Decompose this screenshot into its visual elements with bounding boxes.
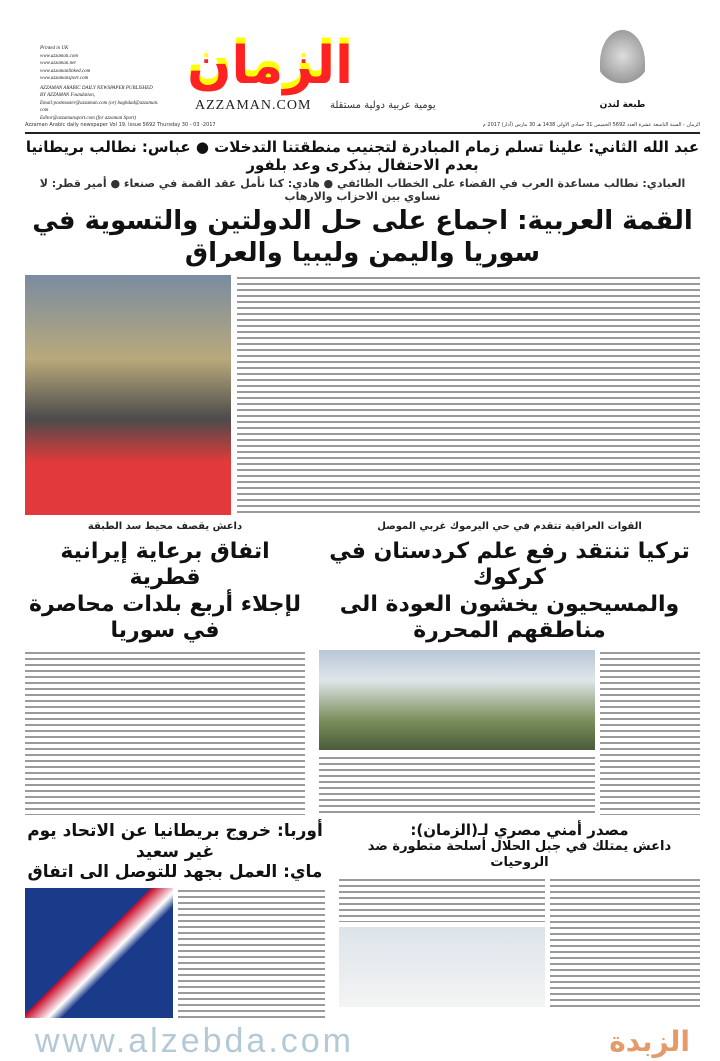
egypt-headline-2: داعش يمتلك في جبل الحلال أسلحة متطورة ضد الروحيات [367, 839, 672, 870]
top-headline: عبد الله الثاني: علينا تسلم زمام المبادرة لتجنيب منطقتنا التدخلات ● عباس: نطالب بريطانيا بعدم الاحتفال بذكرى وعد بلفور [25, 138, 700, 174]
info-line[interactable]: www.azzaman.com [40, 53, 78, 59]
europe-article-text [178, 888, 325, 1018]
watermark-url: www.alzebda.com [35, 1022, 355, 1061]
europe-story [25, 821, 325, 1018]
info-line[interactable]: www.azzamansport.com [40, 76, 89, 81]
iraq-kicker: القوات العراقية تتقدم في حي اليرموك غربي الموصل [377, 520, 642, 532]
syria-headline-2: لإجلاء أربع بلدات محاصرة في سوريا [28, 591, 302, 643]
logo-english: AZZAMAN.COM [195, 98, 312, 113]
summit-photo [25, 275, 231, 515]
watermark-bar [25, 1022, 700, 1061]
syria-article-text [25, 650, 305, 815]
egypt-headline: مصدر أمني مصري لـ(الزمان): [410, 821, 629, 840]
edition-label: طبعة لندن [599, 100, 646, 110]
tagline: يومية عربية دولية مستقلة [330, 100, 436, 111]
publisher-info [40, 45, 160, 122]
iraq-article-text-2 [319, 755, 595, 815]
europe-headline: أوربا: خروج بريطانيا عن الاتحاد يوم غير سعيد [27, 821, 323, 862]
newspaper-logo [155, 36, 485, 118]
fighter-jet-photo [339, 927, 545, 1007]
iraq-story [319, 521, 700, 816]
iraq-article-text [600, 650, 700, 815]
eagle-emblem-icon [600, 30, 645, 95]
lower-row [25, 821, 700, 1018]
iraq-headline: تركيا تنتقد رفع علم كردستان في كركوك [329, 538, 690, 591]
egypt-story [339, 821, 700, 1018]
syria-story [25, 521, 305, 816]
info-line: Editor@azzamansport.com (for azzaman Sport) [40, 115, 136, 121]
dateline-bar [25, 122, 700, 134]
sub-headline: العبادي: نطالب مساعدة العرب في القضاء على الخطاب الطائفي ● هادي: كنا نأمل عقد القمة في صنعاء ● أمير قطر: لا نساوي بين الاحزاب والارهاب [39, 177, 686, 204]
info-line: Printed in UK [40, 46, 69, 51]
uk-eu-flags-photo [25, 888, 173, 1018]
info-line: Email:postmaster@azzaman.com (or) baghdad@azzaman.com [40, 100, 159, 113]
info-line: BY AZZAMAN Foundation, [40, 93, 96, 98]
info-line: AZZAMAN ARABIC DAILY NEWSPAPER PUBLISHED [40, 85, 153, 91]
syria-headline: اتفاق برعاية إيرانية قطرية [60, 538, 270, 591]
info-line[interactable]: www.azzaman.net [40, 61, 76, 66]
info-line[interactable]: www.azzamanlinked.com [40, 68, 91, 74]
summit-article-text [237, 275, 700, 515]
dateline-english: Azzaman Arabic daily newspaper Vol 19. Issue 5692 Thursday 30 - 03 -2017 [25, 122, 216, 128]
kirkuk-flag-photo [319, 650, 595, 750]
iraq-headline-2: والمسيحيون يخشون العودة الى مناطقهم المحررة [339, 591, 680, 643]
egypt-article-text [550, 877, 700, 1007]
logo-arabic: الزمان [187, 36, 353, 96]
watermark-logo: الزبدة [609, 1025, 690, 1059]
stories-row [25, 521, 700, 816]
dateline-arabic: الزمان - السنة التاسعة عشرة العدد 5692 الخميس 31 جمادى الاولى 1438 هـ 30 مارس (آذار) 2017 م [482, 122, 700, 128]
summit-row [25, 275, 700, 515]
europe-headline-2: ماي: العمل بجهد للتوصل الى اتفاق [27, 862, 323, 883]
syria-kicker: داعش يقصف محيط سد الطبقة [87, 520, 243, 532]
main-headline: القمة العربية: اجماع على حل الدولتين والتسوية في سوريا واليمن وليبيا والعراق [32, 206, 693, 268]
egypt-article-text-2 [339, 877, 545, 922]
masthead [25, 0, 700, 122]
